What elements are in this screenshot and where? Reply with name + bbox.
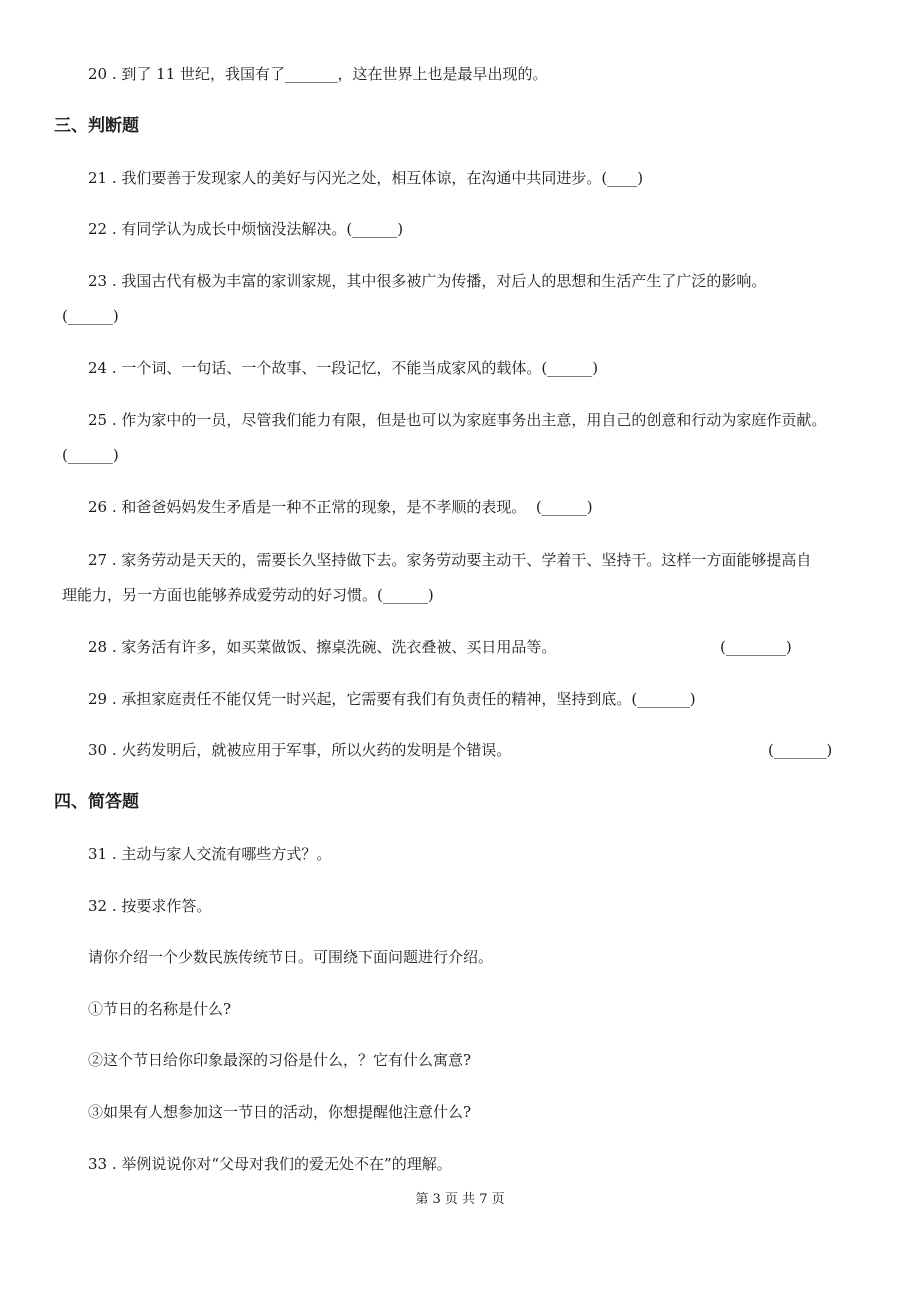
question-23-line-1: 23 . 我国古代有极为丰富的家训家规，其中很多被广为传播，对后人的思想和生活产生了广泛的影响。 [88, 272, 767, 290]
question-32: 32 . 按要求作答。 [88, 897, 212, 915]
question-28: 28 . 家务活有许多，如买菜做饭、擦桌洗碗、洗衣叠被、买日用品等。 [88, 638, 557, 656]
question-24: 24 . 一个词、一句话、一个故事、一段记忆，不能当成家风的载体。(______) [88, 359, 599, 377]
section-title-judgment: 三、判断题 [54, 116, 139, 136]
question-32-intro: 请你介绍一个少数民族传统节日。可围绕下面问题进行介绍。 [88, 948, 494, 966]
question-27-line-2: 理能力，另一方面也能够养成爱劳动的好习惯。(______) [62, 586, 434, 604]
question-25-line-2: (______) [62, 446, 119, 464]
question-33: 33 . 举例说说你对“父母对我们的爱无处不在”的理解。 [88, 1155, 452, 1173]
question-32-item-1: ①节日的名称是什么? [88, 1000, 232, 1018]
question-21: 21 . 我们要善于发现家人的美好与闪光之处，相互体谅，在沟通中共同进步。(____) [88, 169, 644, 187]
question-26: 26 . 和爸爸妈妈发生矛盾是一种不正常的现象，是不孝顺的表现。 (______) [88, 498, 593, 516]
question-22: 22 . 有同学认为成长中烦恼没法解决。(______) [88, 220, 404, 238]
question-23-line-2: (______) [62, 307, 119, 325]
question-27-line-1: 27 . 家务劳动是天天的，需要长久坚持做下去。家务劳动要主动干、学着干、坚持干。这样一方面能够提高自 [88, 551, 812, 569]
question-29: 29 . 承担家庭责任不能仅凭一时兴起，它需要有我们有负责任的精神，坚持到底。(_______) [88, 690, 696, 708]
question-31: 31 . 主动与家人交流有哪些方式？。 [88, 845, 332, 863]
question-28-blank: (________) [720, 638, 792, 656]
page-footer: 第 3 页 共 7 页 [415, 1192, 505, 1207]
section-title-short-answer: 四、简答题 [54, 792, 139, 812]
question-30-blank: (_______) [768, 741, 833, 759]
question-30: 30 . 火药发明后，就被应用于军事，所以火药的发明是个错误。 [88, 741, 512, 759]
question-25-line-1: 25 . 作为家中的一员，尽管我们能力有限，但是也可以为家庭事务出主意，用自己的创意和行动为家庭作贡献。 [88, 411, 827, 429]
question-20: 20 . 到了 11 世纪，我国有了_______，这在世界上也是最早出现的。 [88, 65, 548, 83]
question-32-item-2: ②这个节日给你印象最深的习俗是什么，？它有什么寓意? [88, 1051, 472, 1069]
question-32-item-3: ③如果有人想参加这一节日的活动，你想提醒他注意什么? [88, 1103, 472, 1121]
